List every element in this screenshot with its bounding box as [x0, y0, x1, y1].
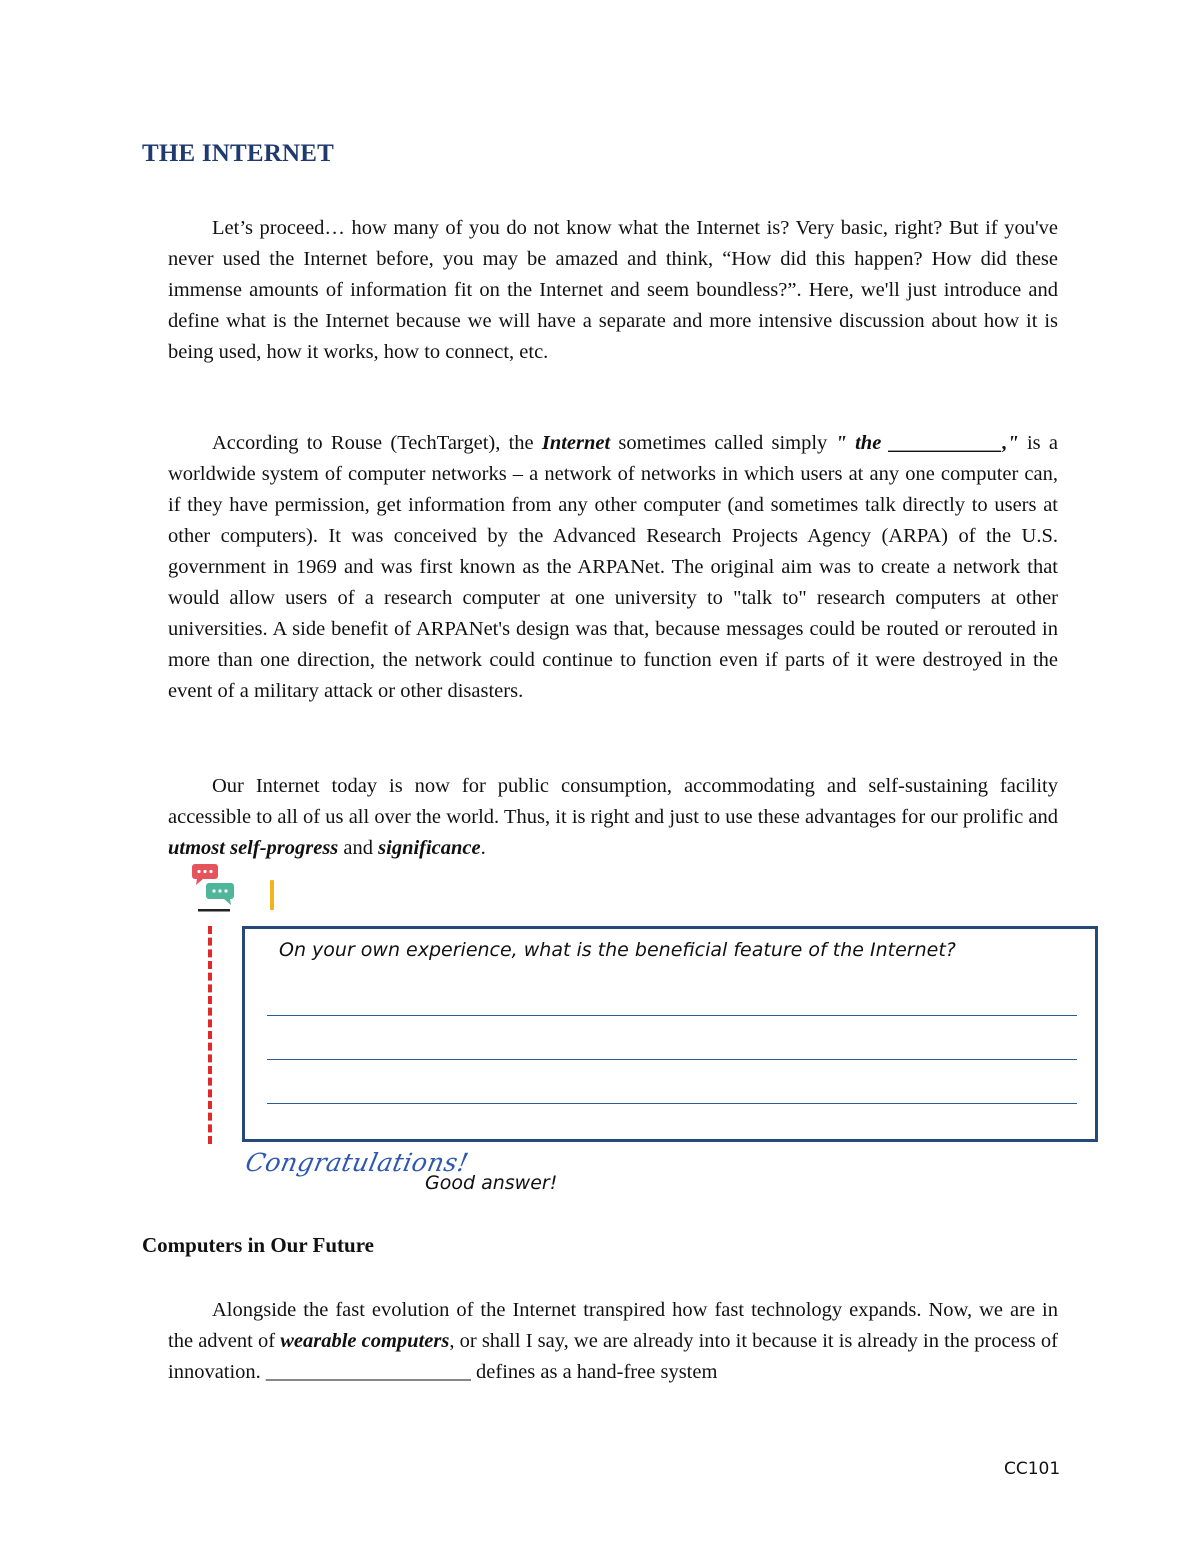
chat-bubbles-icon — [190, 862, 236, 914]
congratulations-text: Congratulations! — [242, 1148, 472, 1177]
red-dashed-divider — [208, 926, 212, 1144]
footer-course-code: CC101 — [1004, 1459, 1061, 1479]
today-text-a: Our Internet today is now for public consumption, accommodating and self-sustaining facility accessible to all of us all over the world. Thus, it is right and just to use these advantages for our prolific and — [168, 775, 1058, 828]
the-blank: " the ___________," — [835, 432, 1019, 454]
internet-term: Internet — [541, 432, 611, 454]
today-text-e: . — [480, 837, 486, 859]
paragraph-intro-text: Let’s proceed… how many of you do not know what the Internet is? Very basic, right? But if you've never used the Internet before, you may be amazed and think, “How did this happen? How did these immense amounts of information fit on the Internet and seem boundless?”. Here, we'll just introduce and define what is the Internet because we will have a separate and more intensive discussion about how it is being used, how it works, how to connect, etc. — [168, 217, 1058, 363]
paragraph-definition — [168, 428, 1058, 707]
definition-text-c: is a worldwide system of computer networks – a network of networks in which users at any one computer can, if they have permission, get information from any other computer (and sometimes talk directly to users at other computers). It was conceived by the Advanced Research Projects Agency (ARPA) of the U.S. government in 1969 and was first known as the ARPANet. The original aim was to create a network that would allow users of a research computer at one university to "talk to" research computers at other universities. A side benefit of ARPANet's design was that, because messages could be routed or rerouted in more than one direction, the network could continue to function even if parts of it were destroyed in the event of a military attack or other disasters. — [168, 432, 1058, 702]
self-progress-term: utmost self-progress — [168, 837, 339, 859]
section-heading: Computers in Our Future — [142, 1233, 374, 1257]
answer-line[interactable] — [267, 1015, 1077, 1016]
answer-line[interactable] — [267, 1103, 1077, 1104]
paragraph-today — [168, 771, 1058, 864]
definition-text-a: According to Rouse (TechTarget), the — [212, 432, 542, 454]
significance-term: significance — [378, 837, 481, 859]
activity-question: On your own experience, what is the beneficial feature of the Internet? — [279, 939, 956, 961]
wearables-text-a: Alongside the fast evolution of the Internet transpired how fast technology expands. Now, we are in the advent of — [168, 1299, 1058, 1352]
today-text-c: and — [338, 837, 379, 859]
activity-box — [242, 926, 1098, 1142]
wearables-text-c: , or shall I say, we are already into it because it is already in the process of innovation. ____________________ defines as a hand-free system — [168, 1330, 1058, 1383]
paragraph-wearables — [168, 1295, 1058, 1388]
definition-text-b: sometimes called simply — [610, 432, 836, 454]
paragraph-intro — [168, 213, 1058, 368]
page-title: THE INTERNET — [142, 140, 335, 167]
wearable-computers-term: wearable computers — [280, 1330, 450, 1352]
answer-line[interactable] — [267, 1059, 1077, 1060]
yellow-marker — [270, 880, 274, 910]
feedback-text: Good answer! — [425, 1172, 558, 1194]
